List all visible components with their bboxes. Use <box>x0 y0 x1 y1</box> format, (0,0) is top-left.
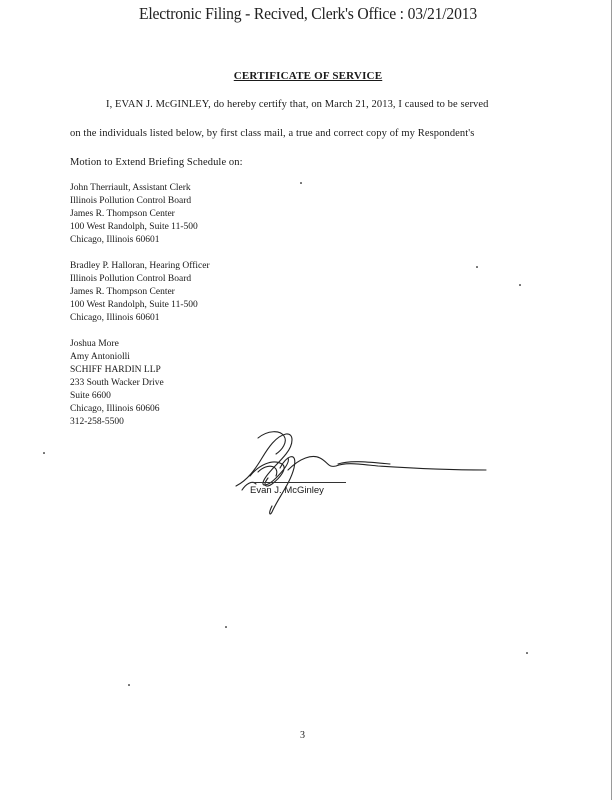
recipient-line: Chicago, Illinois 60601 <box>70 235 160 245</box>
recipient-block-counsel <box>70 338 164 429</box>
recipient-line: John Therriault, Assistant Clerk <box>70 183 191 193</box>
certification-line-2: on the individuals listed below, by first class mail, a true and correct copy of my Respondent's <box>70 128 475 139</box>
signature-line <box>250 482 346 483</box>
recipient-line: Illinois Pollution Control Board <box>70 274 192 284</box>
recipient-block-hearing-officer <box>70 260 210 325</box>
recipient-line: Chicago, Illinois 60606 <box>70 404 160 414</box>
filing-stamp: Electronic Filing - Recived, Clerk's Office : 03/21/2013 <box>139 4 477 23</box>
scan-edge <box>611 0 612 800</box>
certification-line-3: Motion to Extend Briefing Schedule on: <box>70 157 243 168</box>
recipient-block-clerk <box>70 182 198 247</box>
recipient-line: Chicago, Illinois 60601 <box>70 313 160 323</box>
recipient-line: 100 West Randolph, Suite 11-500 <box>70 300 198 310</box>
recipient-line: 100 West Randolph, Suite 11-500 <box>70 222 198 232</box>
certification-line-1: I, EVAN J. McGINLEY, do hereby certify that, on March 21, 2013, I caused to be served <box>106 99 489 110</box>
recipient-line: James R. Thompson Center <box>70 209 175 219</box>
recipient-line: Amy Antoniolli <box>70 352 130 362</box>
recipient-line: SCHIFF HARDIN LLP <box>70 365 161 375</box>
scan-speck <box>300 182 302 184</box>
scan-speck <box>519 284 521 286</box>
scan-speck <box>128 684 130 686</box>
scan-speck <box>225 626 227 628</box>
recipient-line: Bradley P. Halloran, Hearing Officer <box>70 261 210 271</box>
certificate-title: CERTIFICATE OF SERVICE <box>233 70 383 82</box>
handwritten-signature <box>228 428 498 520</box>
scan-speck <box>526 652 528 654</box>
recipient-line: 233 South Wacker Drive <box>70 378 164 388</box>
signer-name: Evan J. McGinley <box>250 485 324 496</box>
recipient-line: Joshua More <box>70 339 119 349</box>
page-number: 3 <box>300 730 305 741</box>
scan-speck <box>43 452 45 454</box>
recipient-line: Suite 6600 <box>70 391 111 401</box>
recipient-line: 312-258-5500 <box>70 417 124 427</box>
scan-speck <box>476 266 478 268</box>
recipient-line: Illinois Pollution Control Board <box>70 196 192 206</box>
recipient-line: James R. Thompson Center <box>70 287 175 297</box>
